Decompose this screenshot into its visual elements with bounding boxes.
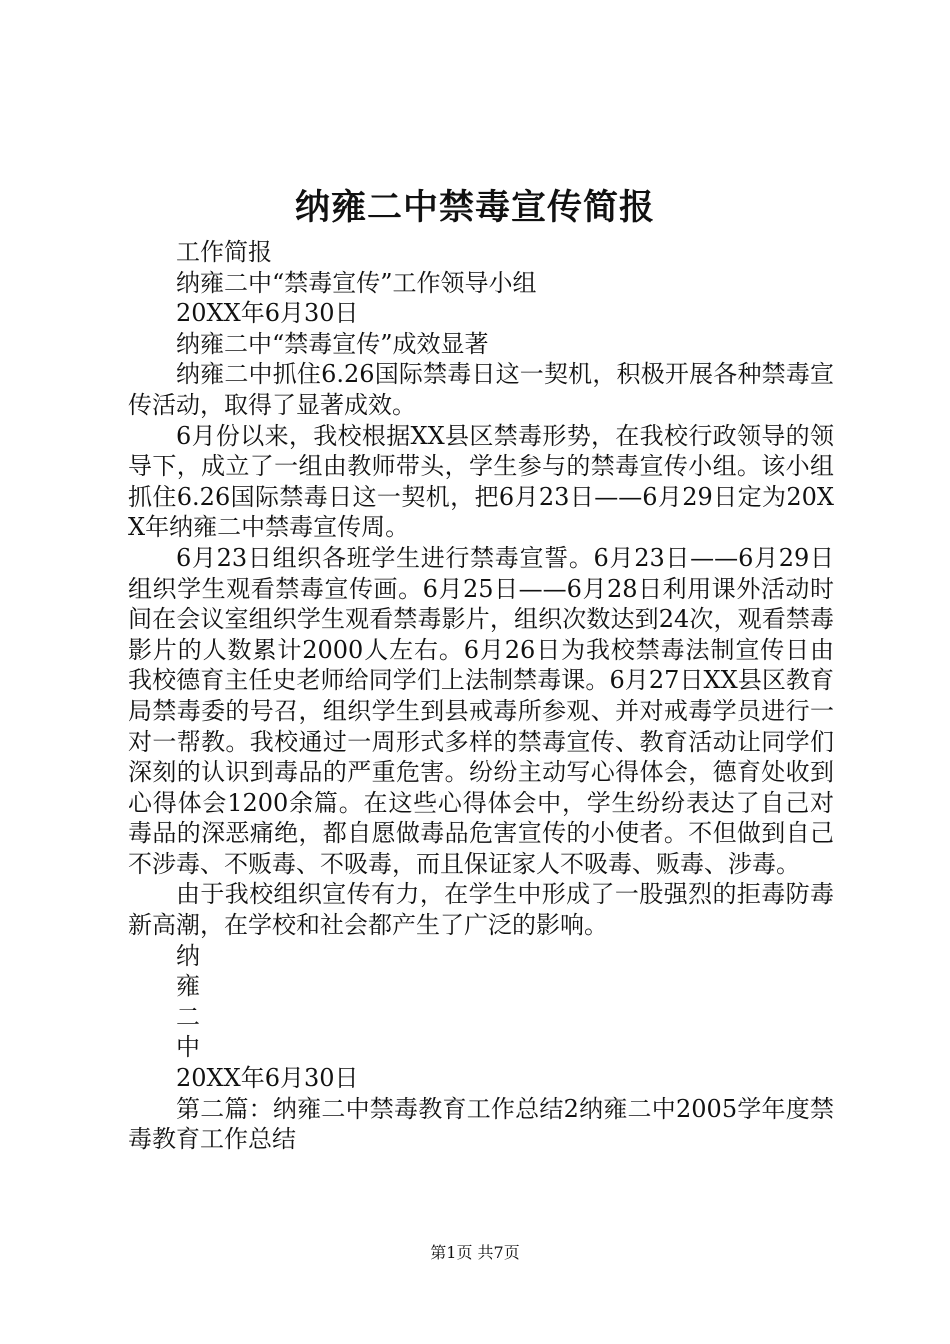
paragraph-background: 6月份以来，我校根据XX县区禁毒形势，在我校行政领导的领导下，成立了一组由教师带头，学生参与的禁毒宣传小组。该小组抓住6.26国际禁毒日这一契机，把6月23日——6月29日定为20XX年纳雍二中禁毒宣传周。 (128, 421, 834, 542)
paragraph-heading-type: 工作简报 (176, 238, 272, 266)
paragraph-intro: 纳雍二中抓住6.26国际禁毒日这一契机，积极开展各种禁毒宣传活动，取得了显著成效。 (128, 360, 834, 419)
document-title: 纳雍二中禁毒宣传简报 (294, 187, 655, 228)
document-body (128, 237, 834, 1155)
paragraph-conclusion: 由于我校组织宣传有力，在学生中形成了一股强烈的拒毒防毒新高潮，在学校和社会都产生了广泛的影响。 (128, 880, 834, 940)
paragraph-next-section: 第二篇：纳雍二中禁毒教育工作总结2纳雍二中2005学年度禁毒教育工作总结 (128, 1094, 834, 1154)
page-footer: 第1页 共7页 (430, 1243, 520, 1262)
signature-char: 二 (176, 1002, 200, 1031)
signature-char: 中 (176, 1033, 200, 1062)
signature-date: 20XX年6月30日 (176, 1064, 359, 1093)
paragraph-issuer: 纳雍二中“禁毒宣传”工作领导小组 (176, 268, 537, 297)
signature-char: 纳 (176, 941, 200, 970)
paragraph-activities: 6月23日组织各班学生进行禁毒宣誓。6月23日——6月29日组织学生观看禁毒宣传画。6月25日——6月28日利用课外活动时间在会议室组织学生观看禁毒影片，组织次数达到24次，观看禁毒影片的人数累计2000人左右。6月26日为我校禁毒法制宣传日由我校德育主任史老师给同学们上法制禁毒课。6月27日XX县区教育局禁毒委的号召，组织学生到县戒毒所参观、并对戒毒学员进行一对一帮教。我校通过一周形式多样的禁毒宣传、教育活动让同学们深刻的认识到毒品的严重危害。纷纷主动写心得体会，德育处收到心得体会1200余篇。在这些心得体会中，学生纷纷表达了自己对毒品的深恶痛绝，都自愿做毒品危害宣传的小使者。不但做到自己不涉毒、不贩毒、不吸毒，而且保证家人不吸毒、贩毒、涉毒。 (128, 543, 834, 878)
signature-char: 雍 (176, 972, 200, 1001)
paragraph-date: 20XX年6月30日 (176, 299, 359, 328)
paragraph-subheading: 纳雍二中“禁毒宣传”成效显著 (176, 329, 489, 358)
